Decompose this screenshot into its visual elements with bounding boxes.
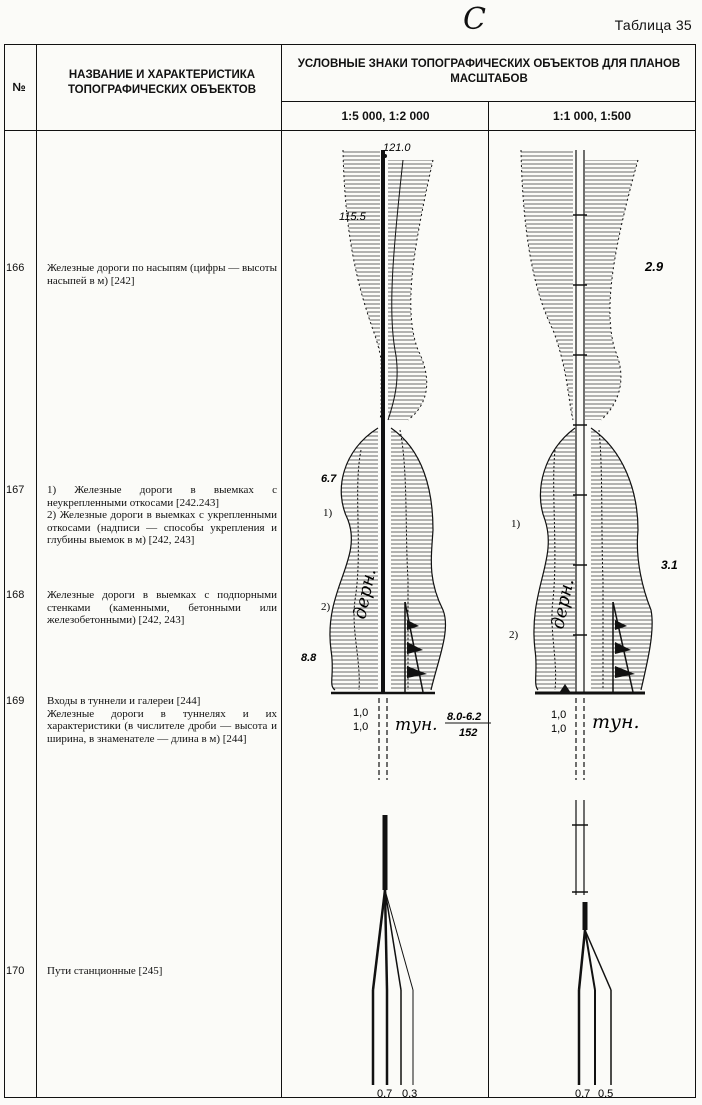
row-desc-170: Пути станционные [245] — [47, 965, 163, 977]
tunnel-symbol-right — [576, 698, 584, 780]
row-number-170: 170 — [6, 965, 25, 977]
label-track-width2-left: 0,3 — [402, 1088, 418, 1098]
row-desc-167-part2: 2) Железные дороги в выемках с укрепленными откосами (надписи — способы укрепления и глубины выемок в м) [242, 243] — [47, 509, 277, 546]
row-desc-167-part1: 1) Железные дороги в выемках с неукрепленными откосами [242.243] — [47, 484, 277, 509]
label-cut-depth-bottom: 8.8 — [301, 652, 317, 664]
label-track-width1-right: 0,7 — [575, 1088, 591, 1098]
label-embankment-height-top: 121.0 — [383, 142, 411, 154]
label-turf-left: дерн. — [349, 566, 381, 622]
label-tunnel-ratio-top-left: 1,0 — [353, 707, 369, 719]
row-number-169: 169 — [6, 695, 25, 707]
label-cut-depth-right: 3.1 — [661, 558, 678, 572]
row-desc-169 — [47, 695, 277, 745]
row-desc-169-part1: Входы в туннели и галереи [244] — [47, 695, 201, 707]
label-tunnel-ratio-top-right: 1,0 — [551, 709, 567, 721]
row-number-167: 167 — [6, 484, 25, 496]
header-number: № — [12, 80, 26, 94]
label-item1-right: 1) — [511, 518, 521, 530]
station-tracks-left — [373, 815, 413, 1085]
header-scale-small: 1:5 000, 1:2 000 — [341, 109, 430, 123]
header-rule-signs — [281, 101, 696, 102]
topographic-symbols-drawing — [283, 130, 695, 1098]
header-scale-large: 1:1 000, 1:500 — [552, 109, 632, 123]
label-tunnel-denominator: 152 — [459, 727, 478, 739]
label-item1-left: 1) — [323, 507, 333, 519]
label-tunnel-ratio-bottom-left: 1,0 — [353, 721, 369, 733]
label-tunnel-numerator: 8.0-6.2 — [447, 711, 482, 723]
label-tunnel-word-left: тун. — [395, 715, 438, 735]
label-item2-left: 2) — [321, 601, 331, 613]
cut-symbol-left — [330, 428, 446, 693]
label-track-width2-right: 0,5 — [598, 1088, 614, 1098]
column-divider-number — [36, 44, 37, 1098]
railway-line-right — [573, 150, 587, 693]
label-tunnel-word-right: тун. — [592, 711, 640, 733]
row-number-168: 168 — [6, 589, 25, 601]
column-divider-name — [281, 44, 282, 1098]
label-embankment-height-side: 115.5 — [339, 211, 366, 223]
row-desc-166: Железные дороги по насыпям (цифры — высоты насыпей в м) [242] — [47, 262, 277, 287]
header-name: НАЗВАНИЕ И ХАРАКТЕРИСТИКА ТОПОГРАФИЧЕСКИХ ОБЪЕКТОВ — [67, 69, 257, 96]
label-item2-right: 2) — [509, 629, 519, 641]
label-track-width1-left: 0,7 — [377, 1088, 393, 1098]
row-desc-167 — [47, 484, 277, 547]
row-desc-168: Железные дороги в выемках с подпорными стенками (каменными, бетонными или железобетонными) [242, 243] — [47, 589, 277, 626]
cut-symbol-right — [534, 428, 652, 693]
label-turf-right: дерн. — [547, 576, 579, 632]
label-tunnel-ratio-bottom-right: 1,0 — [551, 723, 567, 735]
embankment-symbol-left — [343, 150, 433, 420]
margin-handwritten-mark: C — [463, 2, 486, 37]
row-desc-169-part2: Железные дороги в туннелях и их характеристики (в числителе дроби — высота и ширина, в знаменателе — длина в м) [244] — [47, 707, 277, 745]
header-signs: УСЛОВНЫЕ ЗНАКИ ТОПОГРАФИЧЕСКИХ ОБЪЕКТОВ ДЛЯ ПЛАНОВ МАСШТАБОВ — [297, 58, 681, 85]
label-cut-depth-top: 6.7 — [321, 473, 337, 485]
station-tracks-right — [572, 800, 611, 1085]
row-number-166: 166 — [6, 262, 25, 274]
table-number-label: Таблица 35 — [614, 17, 692, 33]
label-embankment-height-right: 2.9 — [645, 259, 664, 274]
